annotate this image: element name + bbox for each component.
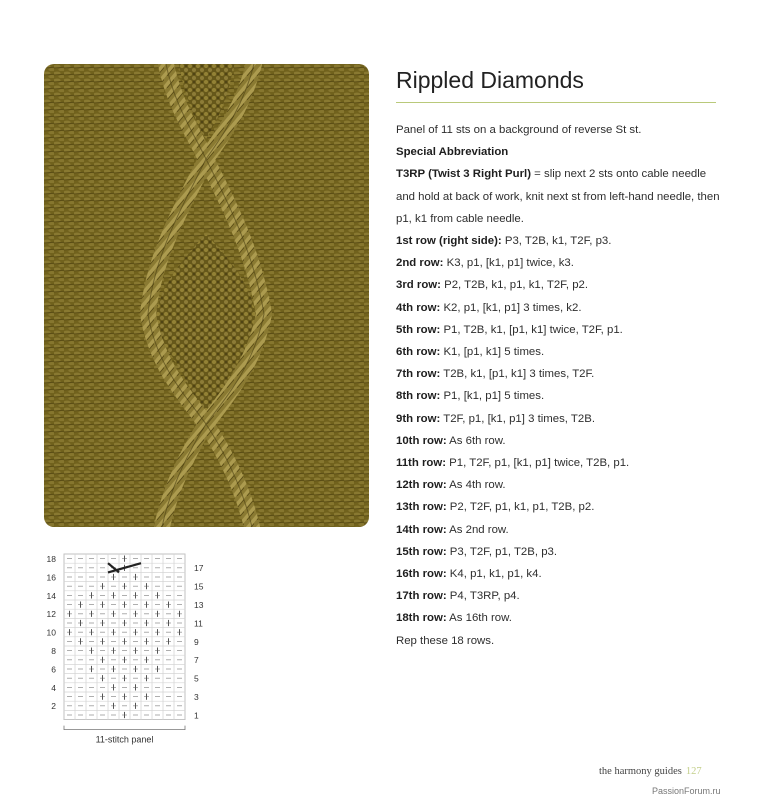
row-text: T2B, k1, [p1, k1] 3 times, T2F. bbox=[440, 368, 595, 381]
row-instruction bbox=[396, 341, 726, 363]
chart-row-number: 8 bbox=[51, 646, 56, 656]
chart-row-number: 16 bbox=[46, 572, 56, 583]
chart-row-number: 3 bbox=[194, 692, 199, 702]
chart-row-number: 15 bbox=[194, 581, 204, 592]
row-text: P3, T2F, p1, T2B, p3. bbox=[446, 545, 558, 558]
row-text: P1, T2B, k1, [p1, k1] twice, T2F, p1. bbox=[440, 323, 623, 336]
row-text: T2F, p1, [k1, p1] 3 times, T2B. bbox=[440, 412, 595, 425]
chart-row-number: 14 bbox=[46, 590, 56, 601]
knitted-swatch-image bbox=[44, 64, 369, 527]
row-label: 2nd row: bbox=[396, 257, 444, 270]
row-text: P2, T2F, p1, k1, p1, T2B, p2. bbox=[446, 501, 595, 514]
page-number: 127 bbox=[685, 766, 702, 777]
swatch-photo bbox=[44, 64, 369, 527]
abbreviation-definition bbox=[396, 163, 726, 230]
row-instruction bbox=[396, 607, 726, 629]
row-text: As 2nd row. bbox=[446, 523, 509, 536]
chart-row-number: 7 bbox=[194, 655, 199, 666]
row-label: 17th row: bbox=[396, 590, 447, 603]
row-label: 7th row: bbox=[396, 368, 441, 381]
row-text: K2, p1, [k1, p1] 3 times, k2. bbox=[440, 301, 582, 314]
row-label: 1st row (right side): bbox=[396, 235, 502, 248]
row-instruction bbox=[396, 496, 726, 518]
chart-row-number: 11 bbox=[194, 618, 203, 629]
row-text: K1, [p1, k1] 5 times. bbox=[440, 346, 545, 359]
chart-row-number: 13 bbox=[194, 600, 204, 610]
abbreviation-text: = slip next 2 sts onto cable needle and hold at back of work, knit next st from left-hand needle, then p1, k1 from cable needle. bbox=[396, 168, 720, 225]
row-instruction bbox=[396, 252, 726, 274]
row-label: 11th row: bbox=[396, 457, 447, 470]
chart-row-number: 17 bbox=[194, 563, 204, 574]
chart-row-number: 9 bbox=[194, 636, 199, 647]
row-text: P4, T3RP, p4. bbox=[446, 590, 520, 603]
row-instructions-list bbox=[396, 230, 726, 630]
watermark: PassionForum.ru bbox=[652, 786, 721, 796]
chart-row-number: 4 bbox=[51, 682, 56, 693]
row-text: As 16th row. bbox=[446, 612, 512, 625]
chart-row-number: 12 bbox=[46, 609, 56, 620]
row-label: 14th row: bbox=[396, 523, 447, 536]
pattern-instructions bbox=[396, 119, 726, 652]
repeat-note: Rep these 18 rows. bbox=[396, 634, 495, 647]
row-label: 18th row: bbox=[396, 612, 447, 625]
stitch-chart-graphic bbox=[36, 548, 226, 758]
chart-row-number: 18 bbox=[46, 554, 56, 564]
row-label: 5th row: bbox=[396, 323, 441, 336]
row-instruction bbox=[396, 274, 726, 296]
chart-row-number: 1 bbox=[194, 710, 199, 721]
row-instruction bbox=[396, 474, 726, 496]
row-instruction bbox=[396, 430, 726, 452]
chart-row-number: 5 bbox=[194, 673, 199, 684]
row-label: 4th row: bbox=[396, 301, 441, 314]
page-footer bbox=[599, 766, 702, 777]
chart-row-number: 10 bbox=[46, 627, 56, 638]
row-label: 3rd row: bbox=[396, 279, 441, 292]
row-label: 12th row: bbox=[396, 479, 447, 492]
row-text: P2, T2B, k1, p1, k1, T2F, p2. bbox=[440, 279, 589, 292]
row-label: 9th row: bbox=[396, 412, 441, 425]
row-text: K4, p1, k1, p1, k4. bbox=[446, 568, 542, 581]
row-instruction bbox=[396, 319, 726, 341]
row-instruction bbox=[396, 230, 726, 252]
panel-intro: Panel of 11 sts on a background of reverse St st. bbox=[396, 124, 642, 136]
stitch-chart bbox=[36, 548, 226, 758]
row-text: P3, T2B, k1, T2F, p3. bbox=[501, 235, 612, 248]
row-instruction bbox=[396, 563, 726, 585]
row-label: 6th row: bbox=[396, 346, 441, 359]
chart-row-number: 6 bbox=[51, 664, 56, 675]
row-instruction bbox=[396, 363, 726, 385]
special-abbreviation-heading: Special Abbreviation bbox=[396, 146, 509, 159]
chart-caption: 11-stitch panel bbox=[95, 734, 154, 745]
panel-bracket bbox=[64, 726, 185, 730]
row-instruction bbox=[396, 408, 726, 430]
row-text: As 4th row. bbox=[446, 479, 506, 492]
row-instruction bbox=[396, 541, 726, 563]
row-instruction bbox=[396, 585, 726, 607]
row-instruction bbox=[396, 452, 726, 474]
row-instruction bbox=[396, 385, 726, 407]
row-label: 15th row: bbox=[396, 545, 447, 558]
row-label: 13th row: bbox=[396, 501, 447, 514]
row-label: 10th row: bbox=[396, 434, 447, 447]
book-title: the harmony guides bbox=[599, 766, 682, 777]
page-title: Rippled Diamonds bbox=[396, 67, 584, 93]
row-instruction bbox=[396, 297, 726, 319]
chart-row-number: 2 bbox=[51, 701, 56, 712]
row-instruction bbox=[396, 519, 726, 541]
title-divider bbox=[396, 102, 716, 103]
row-text: K3, p1, [k1, p1] twice, k3. bbox=[443, 257, 574, 270]
row-text: P1, [k1, p1] 5 times. bbox=[440, 390, 545, 403]
row-label: 8th row: bbox=[396, 390, 441, 403]
row-text: As 6th row. bbox=[446, 434, 506, 447]
row-text: P1, T2F, p1, [k1, p1] twice, T2B, p1. bbox=[446, 457, 630, 470]
abbreviation-term: T3RP (Twist 3 Right Purl) bbox=[396, 168, 532, 181]
row-label: 16th row: bbox=[396, 568, 447, 581]
